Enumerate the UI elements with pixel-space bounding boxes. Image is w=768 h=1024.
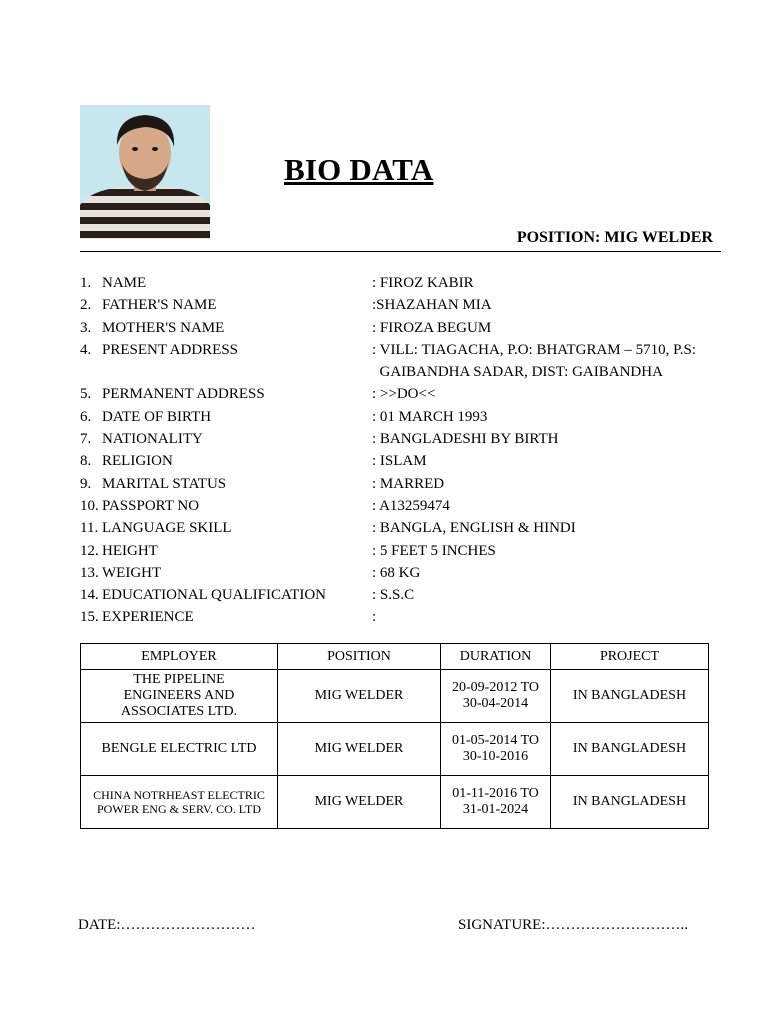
- position-heading: POSITION: MIG WELDER: [516, 229, 713, 246]
- position-cell: MIG WELDER: [278, 670, 441, 723]
- project-cell: IN BANGLADESH: [551, 776, 709, 829]
- field-value: : ISLAM: [372, 453, 427, 470]
- field-value: : BANGLA, ENGLISH & HINDI: [372, 520, 576, 537]
- field-label: RELIGION: [102, 453, 173, 470]
- field-value: : 5 FEET 5 INCHES: [372, 542, 496, 559]
- page-title: BIO DATA: [284, 152, 434, 187]
- field-label: NATIONALITY: [102, 431, 203, 448]
- field-value: : >>DO<<: [372, 386, 436, 403]
- field-number: 5.: [80, 386, 92, 403]
- field-number: 3.: [80, 319, 92, 336]
- field-row: [80, 562, 720, 584]
- field-row: [80, 272, 720, 294]
- field-label: EXPERIENCE: [102, 609, 194, 626]
- field-label: MOTHER'S NAME: [102, 319, 225, 336]
- duration-cell: 01-11-2016 TO 31-01-2024: [441, 776, 551, 829]
- signature-line: SIGNATURE:………………………..: [458, 917, 689, 933]
- field-number: 8.: [80, 453, 92, 470]
- field-row: [80, 294, 720, 316]
- field-number: 7.: [80, 431, 92, 448]
- person-portrait-icon: [80, 105, 210, 239]
- employer-cell: THE PIPELINE ENGINEERS AND ASSOCIATES LTD.: [81, 670, 278, 723]
- field-label: MARITAL STATUS: [102, 475, 227, 492]
- table-row: [81, 670, 709, 723]
- field-number: 14.: [80, 587, 99, 604]
- field-value: : 68 KG: [372, 564, 421, 581]
- duration-cell: 01-05-2014 TO 30-10-2016: [441, 723, 551, 776]
- field-number: 9.: [80, 475, 92, 492]
- column-header-duration: DURATION: [441, 644, 551, 670]
- field-value: : BANGLADESHI BY BIRTH: [372, 431, 559, 448]
- field-label: DATE OF BIRTH: [102, 408, 212, 425]
- table-header-row: [81, 644, 709, 670]
- position-cell: MIG WELDER: [278, 723, 441, 776]
- field-row: [80, 473, 720, 495]
- field-row: [80, 339, 720, 361]
- table-row: [81, 723, 709, 776]
- field-row: [80, 383, 720, 405]
- profile-photo: [80, 105, 210, 239]
- field-number: 10.: [80, 497, 99, 514]
- field-value: GAIBANDHA SADAR, DIST: GAIBANDHA: [379, 364, 663, 381]
- field-number: 2.: [80, 297, 92, 314]
- field-label: NAME: [102, 275, 147, 291]
- field-row-continued: [80, 361, 720, 383]
- date-line: DATE:………………………: [78, 917, 256, 933]
- field-value: : A13259474: [372, 497, 450, 514]
- field-row: [80, 495, 720, 517]
- field-number: 12.: [80, 542, 99, 559]
- field-value: :: [372, 609, 377, 626]
- field-label: WEIGHT: [102, 564, 162, 581]
- experience-table: [80, 643, 709, 829]
- project-cell: IN BANGLADESH: [551, 670, 709, 723]
- field-number: 6.: [80, 408, 92, 425]
- field-row: [80, 450, 720, 472]
- field-number: 11.: [80, 520, 99, 537]
- field-row: [80, 540, 720, 562]
- column-header-position: POSITION: [278, 644, 441, 670]
- field-label: HEIGHT: [102, 542, 158, 559]
- field-row: [80, 584, 720, 606]
- field-label: PRESENT ADDRESS: [102, 341, 239, 358]
- field-value: : MARRED: [372, 475, 445, 492]
- field-label: PASSPORT NO: [102, 497, 200, 514]
- table-row: [81, 776, 709, 829]
- field-row: [80, 517, 720, 539]
- header-divider: [80, 251, 721, 252]
- position-cell: MIG WELDER: [278, 776, 441, 829]
- field-value: :SHAZAHAN MIA: [372, 297, 492, 314]
- employer-cell: CHINA NOTRHEAST ELECTRIC POWER ENG & SERV. CO. LTD: [81, 776, 278, 829]
- project-cell: IN BANGLADESH: [551, 723, 709, 776]
- field-label: EDUCATIONAL QUALIFICATION: [102, 587, 327, 604]
- column-header-project: PROJECT: [551, 644, 709, 670]
- field-value: : 01 MARCH 1993: [372, 408, 488, 425]
- duration-cell: 20-09-2012 TO 30-04-2014: [441, 670, 551, 723]
- field-row: [80, 406, 720, 428]
- field-number: 15.: [80, 609, 99, 626]
- field-value: : S.S.C: [372, 587, 415, 604]
- field-label: PERMANENT ADDRESS: [102, 386, 265, 403]
- employer-cell: BENGLE ELECTRIC LTD: [81, 723, 278, 776]
- field-value: : FIROZ KABIR: [372, 275, 474, 291]
- field-number: 4.: [80, 341, 92, 358]
- field-label: LANGUAGE SKILL: [102, 520, 232, 537]
- field-value: : FIROZA BEGUM: [372, 319, 492, 336]
- field-number: 1.: [80, 275, 92, 291]
- field-row: [80, 428, 720, 450]
- column-header-employer: EMPLOYER: [81, 644, 278, 670]
- bio-fields: [80, 272, 720, 629]
- field-label: FATHER'S NAME: [102, 297, 217, 314]
- field-number: 13.: [80, 564, 99, 581]
- field-row: [80, 317, 720, 339]
- field-value: : VILL: TIAGACHA, P.O: BHATGRAM – 5710, P.S:: [372, 341, 697, 358]
- field-row: [80, 606, 720, 628]
